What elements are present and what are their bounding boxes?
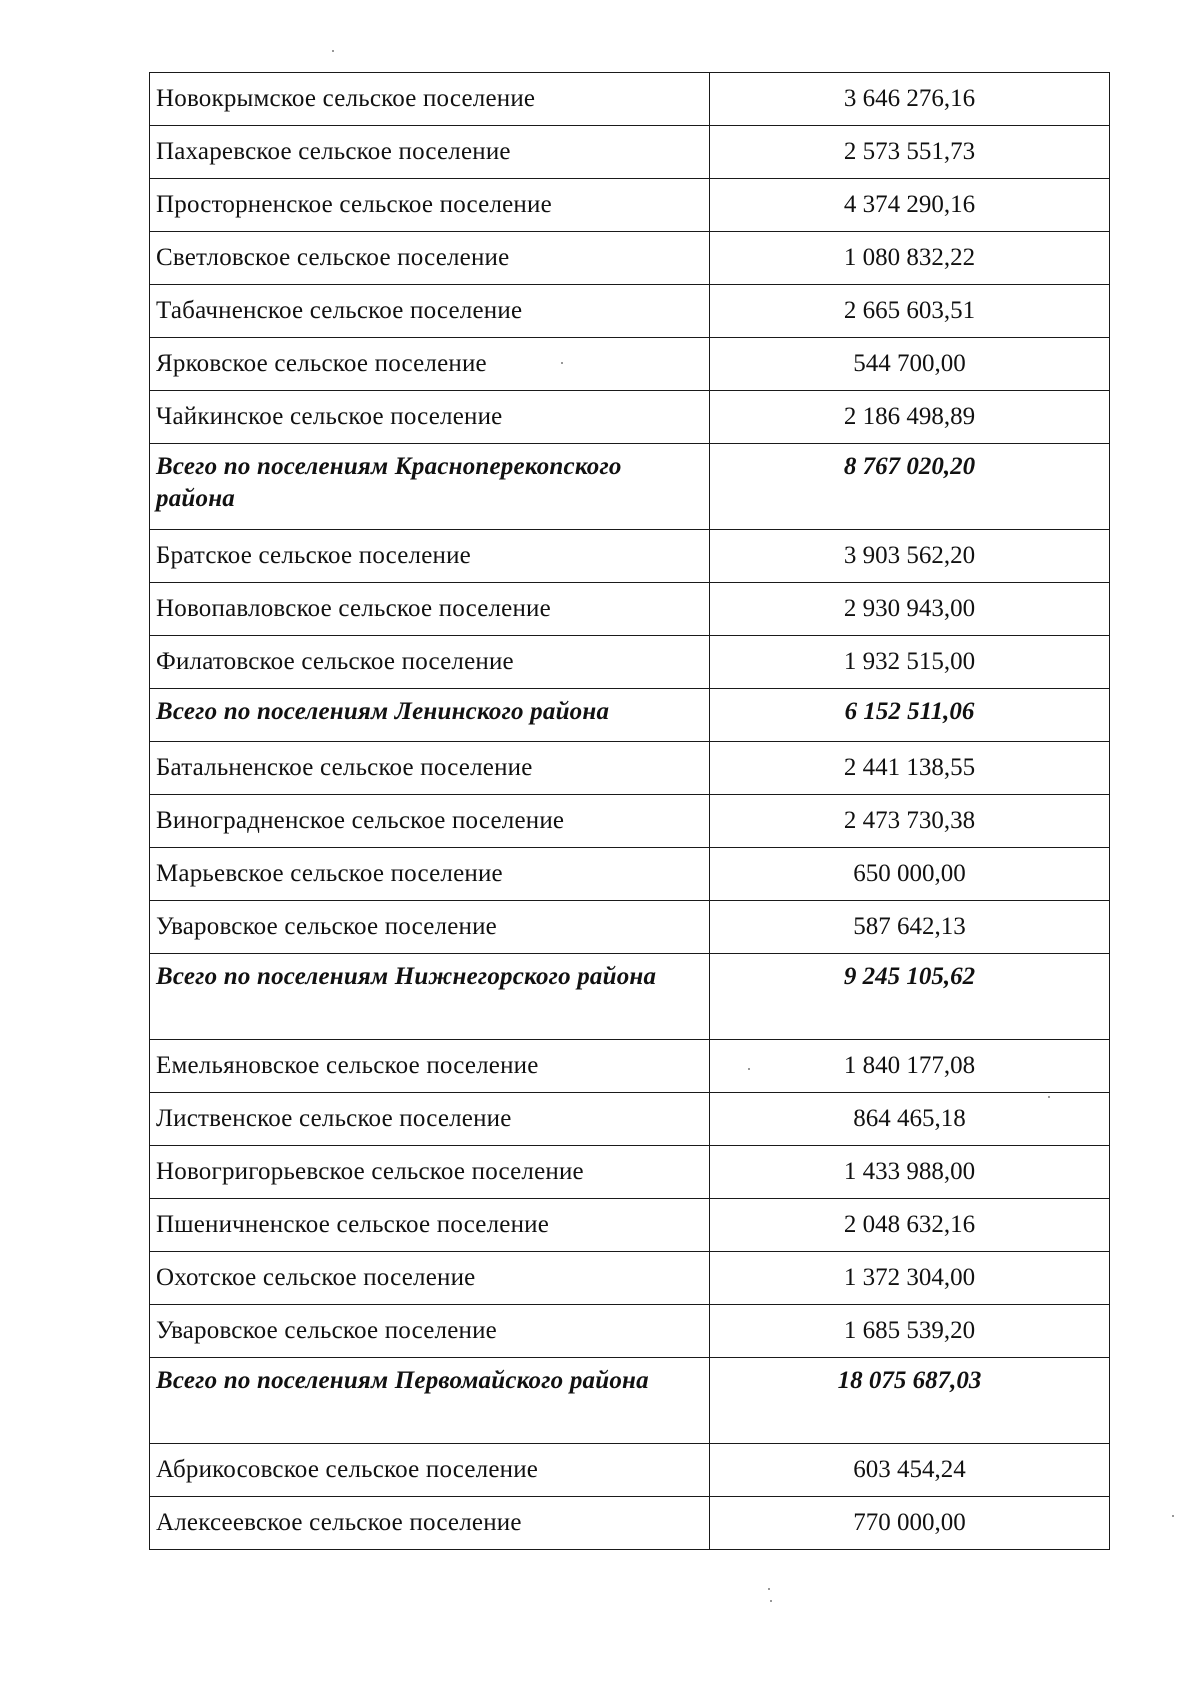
amount-cell: 1 932 515,00 xyxy=(710,636,1110,689)
settlement-name-cell: Алексеевское сельское поселение xyxy=(150,1497,710,1550)
settlement-name-cell: Просторненское сельское поселение xyxy=(150,179,710,232)
amount-cell: 1 433 988,00 xyxy=(710,1146,1110,1199)
amount-cell: 1 685 539,20 xyxy=(710,1305,1110,1358)
settlement-name-cell: Новокрымское сельское поселение xyxy=(150,73,710,126)
district-total-amount: 6 152 511,06 xyxy=(710,689,1110,742)
amount-cell: 1 840 177,08 xyxy=(710,1040,1110,1093)
scan-speck xyxy=(748,1068,750,1070)
district-total-label: Всего по поселениям Нижнегорского района xyxy=(150,954,710,1040)
amount-cell: 4 374 290,16 xyxy=(710,179,1110,232)
scan-speck xyxy=(561,362,563,364)
table-row xyxy=(150,232,1110,285)
table-row xyxy=(150,1146,1110,1199)
amount-cell: 587 642,13 xyxy=(710,901,1110,954)
settlement-name-cell: Братское сельское поселение xyxy=(150,530,710,583)
district-total-row xyxy=(150,689,1110,742)
district-total-row xyxy=(150,954,1110,1040)
scan-speck xyxy=(1048,1096,1050,1098)
district-total-amount: 18 075 687,03 xyxy=(710,1358,1110,1444)
settlement-name-cell: Табачненское сельское поселение xyxy=(150,285,710,338)
amount-cell: 2 665 603,51 xyxy=(710,285,1110,338)
amount-cell: 2 441 138,55 xyxy=(710,742,1110,795)
amount-cell: 544 700,00 xyxy=(710,338,1110,391)
table-row xyxy=(150,1497,1110,1550)
amount-cell: 2 930 943,00 xyxy=(710,583,1110,636)
table-row xyxy=(150,901,1110,954)
table-body xyxy=(150,73,1110,1550)
amount-cell: 1 372 304,00 xyxy=(710,1252,1110,1305)
table-row xyxy=(150,1252,1110,1305)
table-row xyxy=(150,1444,1110,1497)
settlements-budget-table xyxy=(149,72,1110,1550)
table-row xyxy=(150,1040,1110,1093)
settlement-name-cell: Батальненское сельское поселение xyxy=(150,742,710,795)
table-row xyxy=(150,742,1110,795)
amount-cell: 3 646 276,16 xyxy=(710,73,1110,126)
table-row xyxy=(150,391,1110,444)
amount-cell: 3 903 562,20 xyxy=(710,530,1110,583)
district-total-label: Всего по поселениям Красноперекопского района xyxy=(150,444,710,530)
district-total-label: Всего по поселениям Ленинского района xyxy=(150,689,710,742)
settlement-name-cell: Новогригорьевское сельское поселение xyxy=(150,1146,710,1199)
amount-cell: 603 454,24 xyxy=(710,1444,1110,1497)
settlement-name-cell: Ярковское сельское поселение xyxy=(150,338,710,391)
district-total-amount: 9 245 105,62 xyxy=(710,954,1110,1040)
table-row xyxy=(150,73,1110,126)
amount-cell: 2 473 730,38 xyxy=(710,795,1110,848)
settlement-name-cell: Марьевское сельское поселение xyxy=(150,848,710,901)
settlement-name-cell: Пшеничненское сельское поселение xyxy=(150,1199,710,1252)
scan-speck xyxy=(768,1588,770,1590)
table-row xyxy=(150,636,1110,689)
settlement-name-cell: Емельяновское сельское поселение xyxy=(150,1040,710,1093)
table-row xyxy=(150,285,1110,338)
settlement-name-cell: Чайкинское сельское поселение xyxy=(150,391,710,444)
table-row xyxy=(150,848,1110,901)
settlement-name-cell: Новопавловское сельское поселение xyxy=(150,583,710,636)
settlement-name-cell: Пахаревское сельское поселение xyxy=(150,126,710,179)
settlement-name-cell: Светловское сельское поселение xyxy=(150,232,710,285)
settlement-name-cell: Охотское сельское поселение xyxy=(150,1252,710,1305)
amount-cell: 864 465,18 xyxy=(710,1093,1110,1146)
table-row xyxy=(150,530,1110,583)
table-row xyxy=(150,795,1110,848)
amount-cell: 770 000,00 xyxy=(710,1497,1110,1550)
settlement-name-cell: Виноградненское сельское поселение xyxy=(150,795,710,848)
settlement-name-cell: Уваровское сельское поселение xyxy=(150,901,710,954)
table-row xyxy=(150,1093,1110,1146)
amount-cell: 2 048 632,16 xyxy=(710,1199,1110,1252)
amount-cell: 2 186 498,89 xyxy=(710,391,1110,444)
scan-speck xyxy=(332,50,334,52)
scan-speck xyxy=(1172,1515,1174,1517)
settlement-name-cell: Филатовское сельское поселение xyxy=(150,636,710,689)
scan-speck xyxy=(770,1600,772,1602)
district-total-row xyxy=(150,444,1110,530)
table-row xyxy=(150,583,1110,636)
table-row xyxy=(150,1199,1110,1252)
amount-cell: 1 080 832,22 xyxy=(710,232,1110,285)
table-row xyxy=(150,338,1110,391)
district-total-amount: 8 767 020,20 xyxy=(710,444,1110,530)
district-total-row xyxy=(150,1358,1110,1444)
amount-cell: 2 573 551,73 xyxy=(710,126,1110,179)
settlement-name-cell: Абрикосовское сельское поселение xyxy=(150,1444,710,1497)
settlement-name-cell: Уваровское сельское поселение xyxy=(150,1305,710,1358)
settlement-name-cell: Лиственское сельское поселение xyxy=(150,1093,710,1146)
table-row xyxy=(150,126,1110,179)
amount-cell: 650 000,00 xyxy=(710,848,1110,901)
table-row xyxy=(150,179,1110,232)
district-total-label: Всего по поселениям Первомайского района xyxy=(150,1358,710,1444)
table-row xyxy=(150,1305,1110,1358)
